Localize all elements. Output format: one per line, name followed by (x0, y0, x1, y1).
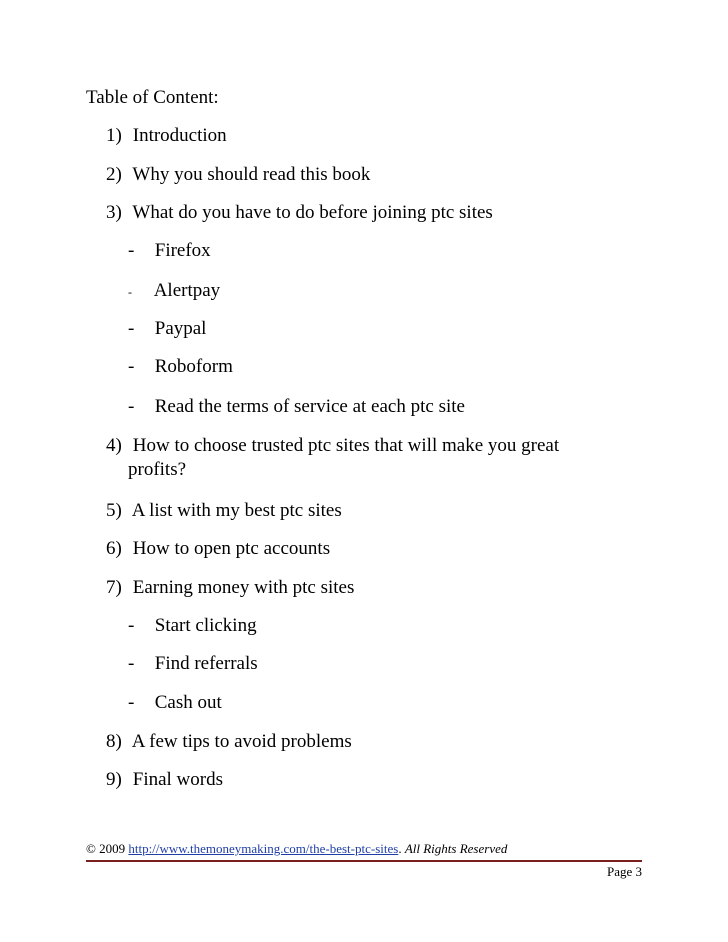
toc-item-text: What do you have to do before joining ptc sites (132, 202, 493, 223)
toc-subitem-text: Alertpay (153, 280, 221, 301)
toc-item-before-joining (106, 201, 493, 225)
toc-item-text: Earning money with ptc sites (132, 577, 355, 598)
toc-subitem-alertpay (128, 279, 220, 304)
toc-subitem-text: Paypal (154, 318, 207, 339)
page-number: Page 3 (606, 864, 642, 879)
toc-dash: - (128, 653, 135, 674)
toc-item-earning-money (106, 576, 354, 600)
toc-item-text: Introduction (132, 125, 227, 146)
toc-title: Table of Content: (86, 87, 219, 108)
toc-item-open-accounts (106, 537, 330, 561)
toc-item-best-list (106, 499, 342, 523)
toc-item-number: 3) (106, 202, 122, 223)
toc-subitem-text: Roboform (154, 356, 233, 377)
toc-dash: - (128, 285, 132, 299)
toc-item-number: 9) (106, 769, 122, 790)
toc-item-text: Final words (132, 769, 223, 790)
toc-subitem-roboform (128, 355, 233, 379)
toc-subitem-find-referrals (128, 652, 258, 676)
toc-subitem-text: Find referrals (154, 653, 258, 674)
toc-subitem-text: Read the terms of service at each ptc site (154, 396, 465, 417)
toc-item-choose-trusted (106, 434, 559, 458)
toc-subitem-cash-out (128, 691, 222, 715)
toc-subitem-text: Start clicking (154, 615, 257, 636)
toc-item-text: Why you should read this book (132, 164, 371, 185)
toc-dash: - (128, 692, 135, 713)
footer-copyright: © 2009 (86, 841, 126, 856)
toc-item-number: 2) (106, 164, 122, 185)
footer-copyright-line (86, 841, 507, 857)
toc-dash: - (128, 318, 135, 339)
toc-item-tips (106, 730, 352, 754)
toc-item-number: 8) (106, 731, 122, 752)
toc-item-text: How to open ptc accounts (132, 538, 331, 559)
toc-dash: - (128, 615, 135, 636)
toc-subitem-paypal (128, 317, 206, 341)
toc-item-number: 1) (106, 125, 122, 146)
toc-subitem-text: Firefox (154, 240, 211, 261)
toc-dash: - (128, 356, 135, 377)
toc-item-text: How to choose trusted ptc sites that will make you great (132, 435, 560, 456)
toc-dash: - (128, 240, 135, 261)
toc-item-why-read (106, 163, 370, 187)
footer-divider (86, 860, 642, 862)
footer-period: . (398, 841, 402, 856)
toc-subitem-text: Cash out (154, 692, 222, 713)
toc-item-number: 4) (106, 435, 122, 456)
toc-dash: - (128, 396, 135, 417)
toc-item-number: 7) (106, 577, 122, 598)
toc-item-text: A list with my best ptc sites (131, 500, 342, 521)
toc-subitem-terms-of-service (128, 395, 465, 419)
toc-item-number: 6) (106, 538, 122, 559)
toc-item-introduction (106, 124, 227, 148)
footer-link[interactable]: http://www.themoneymaking.com/the-best-ptc-sites (128, 841, 399, 856)
toc-item-number: 5) (106, 500, 122, 521)
toc-item-text: A few tips to avoid problems (131, 731, 352, 752)
toc-subitem-firefox (128, 239, 211, 263)
toc-item-continuation: profits? (128, 459, 187, 480)
toc-item-final-words (106, 768, 223, 792)
toc-subitem-start-clicking (128, 614, 257, 638)
footer-rights-reserved: All Rights Reserved (404, 841, 508, 856)
